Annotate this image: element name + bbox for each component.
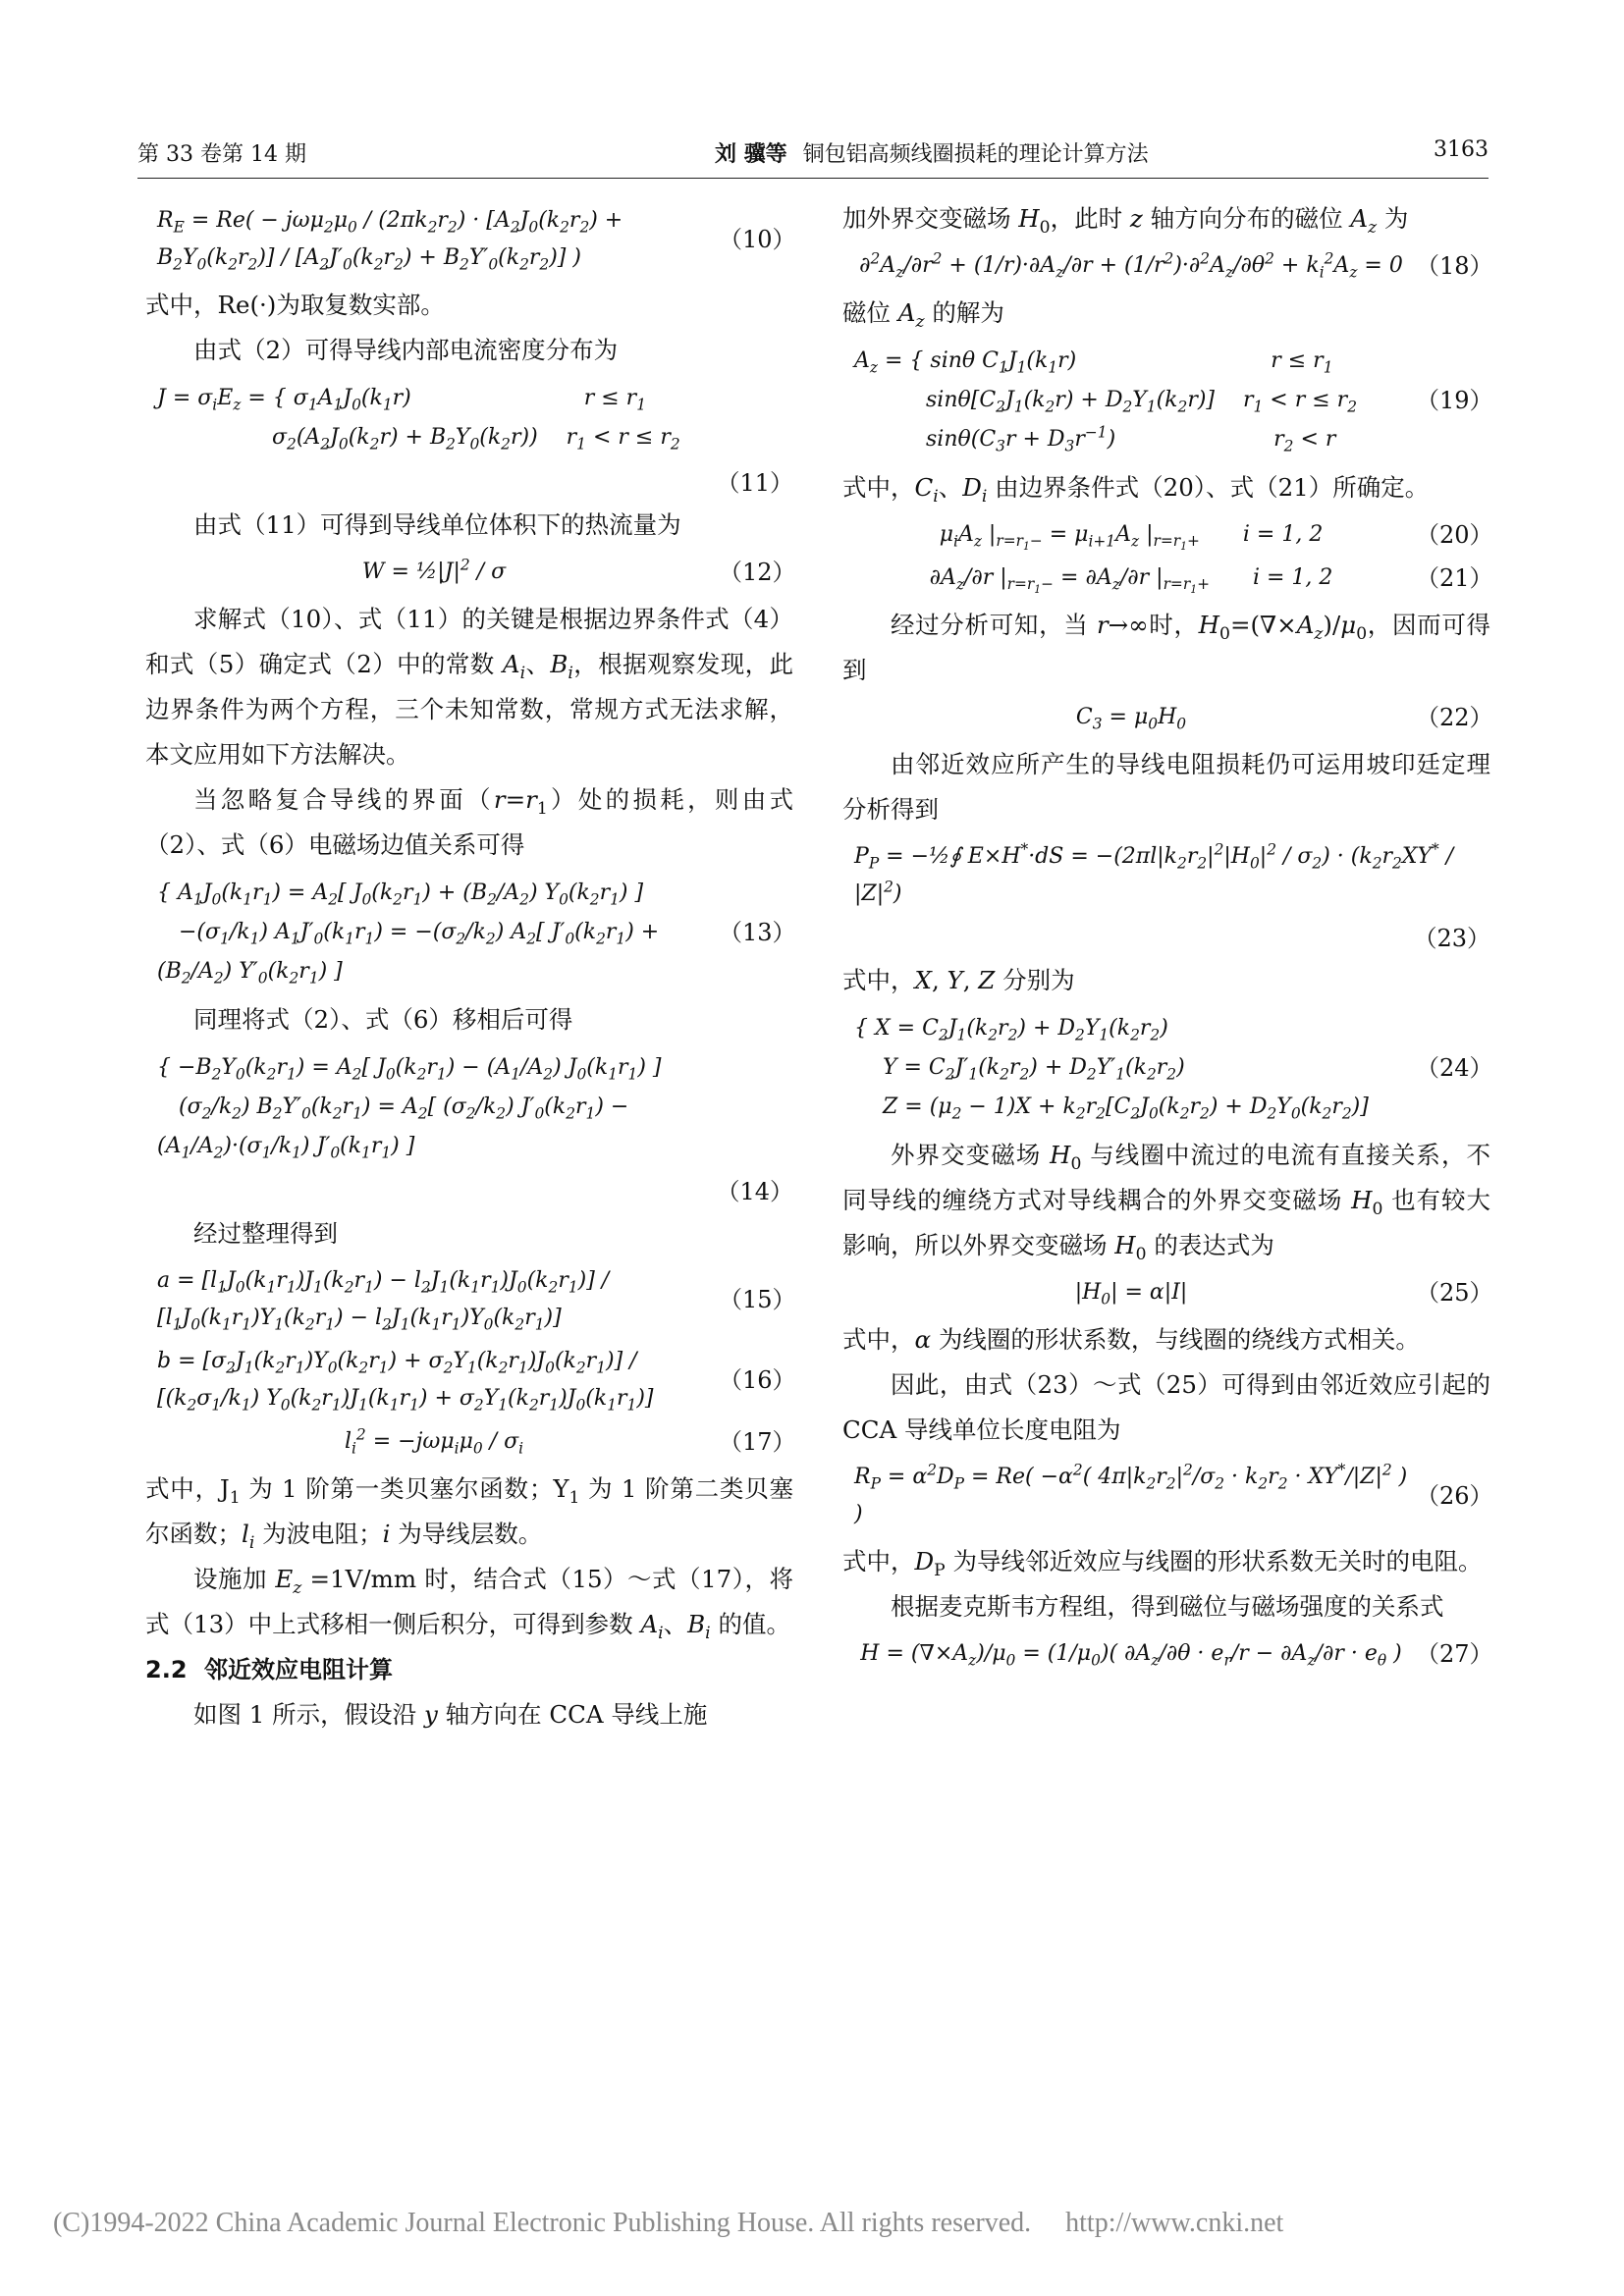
- equation-23-body: $P_P$ = −½∮ $E\times H^*\cdot dS = -(2\pi l|k_2r_2|^2|H_0|^2 / \sigma_2) \cdot (k_2r_2XY^* / |Z|^2)$: [854, 840, 1454, 906]
- paragraph: 式中，X, Y, Z 分别为: [842, 966, 1075, 994]
- paragraph: 因此，由式（23）～式（25）可得到由邻近效应引起的 CCA 导线单位长度电阻为: [842, 1370, 1490, 1444]
- section-number: 2.2: [145, 1656, 188, 1683]
- paragraph: 当忽略复合导线的界面$(r=r_1)$处的损耗，则由式（2）、式（6）电磁场边值关系可得: [145, 785, 794, 859]
- equation-14-line-1: { $-B_2Y_0(k_2r_1) = A_2$[ $J_0(k_2r_1) - (A_1/A_2)$ $J_0(k_1r_1)$ ]: [157, 1055, 662, 1084]
- equation-14-line-2: $(\sigma_2/k_2) B_2Y'_0(k_2r_1) = A_2$[ $(\sigma_2/k_2) J'_0(k_2r_1) - (A_1/A_2)\cdot(\sigma_1/k_1)$ $J'_0(k_1r_1)$ ]: [157, 1095, 629, 1162]
- equation-13-number: （13）: [719, 919, 796, 946]
- paragraph: 式中，Re(·)为取复数实部。: [145, 291, 445, 319]
- paragraph: 式中，$D_P$ 为导线邻近效应与线圈的形状系数无关时的电阻。: [842, 1547, 1483, 1580]
- equation-26-body: $R_P = \alpha^2D_P = Re( -\alpha^2$( $4\pi|k_2r_2|^2/\sigma_2 \cdot k_2r_2 \cdot XY^*/|Z|^2$ ) ): [854, 1461, 1408, 1526]
- equation-13-line-1: { $A_1J_0(k_1r_1) = A_2$[ $J_0(k_2r_1) + (B_2/A_2)$ $Y_0(k_2r_1)$ ]: [157, 881, 644, 909]
- equation-25-body: $|H_0| = \alpha|I|$: [1074, 1280, 1188, 1308]
- paragraph: 如图 1 所示，假设沿 y 轴方向在 CCA 导线上施: [193, 1700, 708, 1729]
- equation-22: [842, 699, 1493, 736]
- paragraph: 式中，$J_1$ 为 1 阶第一类贝塞尔函数；$Y_1$ 为 1 阶第二类贝塞尔函数；$l_i$ 为波电阻；i 为导线层数。: [145, 1474, 794, 1553]
- section-heading: [145, 1647, 793, 1692]
- equation-19: [842, 342, 1493, 459]
- equation-18: [842, 247, 1493, 285]
- equation-17: [145, 1423, 796, 1461]
- equation-14: [145, 1048, 793, 1166]
- equation-11: [145, 379, 793, 457]
- header-article-title: 铜包铝高频线圈损耗的理论计算方法: [802, 142, 1149, 167]
- equation-14-number: （14）: [716, 1178, 793, 1205]
- equation-24-line-1: { $X = C_2J_1(k_2r_2) + D_2Y_1(k_2r_2)$: [854, 1016, 1168, 1044]
- equation-22-body: $C_3 = \mu_0H_0$: [1075, 705, 1187, 733]
- paragraph: 经过分析可知，当 r→∞时，$H_0=(\nabla\times A_z)/\mu_0$，因而可得到: [842, 611, 1491, 684]
- equation-20-number: （20）: [1416, 521, 1493, 549]
- page-number: 3163: [1434, 137, 1489, 162]
- equation-16-number: （16）: [719, 1366, 796, 1394]
- equation-15-body: $a = [l_1J_0(k_1r_1)J_1(k_2r_1) - l_2J_1(k_1r_1)J_0(k_2r_1)] / [l_1J_0(k_1r_1)Y_1(k_2r_1) - l_2J_1(k_1r_1)Y_0(k_2r_1)]$: [157, 1268, 610, 1334]
- header-title: [715, 137, 1149, 168]
- equation-26: [842, 1459, 1493, 1533]
- equation-11-line-2: $\sigma_2(A_2J_0(k_2r) + B_2Y_0(k_2r))$ $r_1 < r \le r_2$: [157, 425, 680, 454]
- header-authors: 刘 骥等: [715, 141, 787, 167]
- paragraph: 外界交变磁场 $H_0$ 与线圈中流过的电流有直接关系，不同导线的缠绕方式对导线耦合的外界交变磁场 $H_0$ 也有较大影响，所以外界交变磁场 $H_0$ 的表达式为: [842, 1141, 1490, 1264]
- equation-20: [842, 516, 1493, 554]
- equation-24-line-2: $Y = C_2J'_1(k_2r_2) + D_2Y'_1(k_2r_2)$: [854, 1055, 1185, 1084]
- equation-25: [842, 1274, 1493, 1311]
- paragraph: 求解式（10）、式（11）的关键是根据边界条件式（4）和式（5）确定式（2）中的常数 $A_i$、$B_i$，根据观察发现，此边界条件为两个方程，三个未知常数，常规方式无法求解，本文应用如下方法解决。: [145, 605, 794, 769]
- paragraph: 由式（2）可得导线内部电流密度分布为: [193, 336, 619, 364]
- equation-19-line-3: $\sin\theta(C_3r + D_3r^{-1})$ $r_2 < r$: [854, 423, 1336, 455]
- paragraph: 式中，$C_i$、$D_i$ 由边界条件式（20）、式（21）所确定。: [842, 473, 1430, 507]
- paragraph: 由邻近效应所产生的导线电阻损耗仍可运用坡印廷定理分析得到: [842, 750, 1490, 824]
- paragraph: 同理将式（2）、式（6）移相后可得: [193, 1005, 573, 1034]
- equation-16-body: $b = [\sigma_2J_1(k_2r_1)Y_0(k_2r_1) + \sigma_2Y_1(k_2r_1)J_0(k_2r_1)] / [(k_2\sigma_1/k_1) Y_0(k_2r_1)J_1(k_1r_1) + \sigma_2Y_1(k_2r_1)J_0(k_1r_1)]$: [157, 1349, 654, 1415]
- equation-10: [145, 202, 796, 277]
- equation-13: [145, 874, 796, 991]
- equation-27-number: （27）: [1416, 1640, 1493, 1668]
- equation-11-line-1: $J = \sigma_iE_z$ = { $\sigma_1A_1J_0(k_1r)$ $r \le r_1$: [157, 386, 646, 414]
- equation-18-number: （18）: [1416, 252, 1493, 280]
- equation-21-body: $\partial A_z/\partial r$ $|_{r=r_1-} = \partial A_z/\partial r$ $|_{r=r_1+}$ i = 1, 2: [929, 565, 1333, 597]
- section-title: 邻近效应电阻计算: [204, 1656, 393, 1683]
- equation-27: [842, 1635, 1493, 1673]
- paragraph: 式中，α 为线圈的形状系数，与线圈的绕线方式相关。: [842, 1325, 1420, 1354]
- paragraph: 根据麦克斯韦方程组，得到磁位与磁场强度的关系式: [891, 1592, 1444, 1621]
- paragraph: 由式（11）可得到导线单位体积下的热流量为: [193, 510, 681, 539]
- right-column: [842, 196, 1493, 2061]
- equation-19-line-2: $\sin\theta[C_2J_1(k_2r) + D_2Y_1(k_2r)]$ $r_1 < r \le r_2$: [854, 388, 1357, 416]
- equation-12: [145, 554, 796, 591]
- equation-21: [842, 560, 1493, 597]
- paragraph: 设施加 $E_z =1V/mm$ 时，结合式（15）～式（17），将式（13）中上式移相一侧后积分，可得到参数 $A_i$、$B_i$ 的值。: [145, 1565, 793, 1643]
- equation-26-number: （26）: [1416, 1482, 1493, 1510]
- copyright-notice: (C)1994-2022 China Academic Journal Electronic Publishing House. All rights reserved. http://www.cnki.net: [53, 2208, 1284, 2238]
- equation-15: [145, 1262, 796, 1337]
- equation-25-number: （25）: [1416, 1279, 1493, 1307]
- equation-23-number: （23）: [1413, 925, 1490, 952]
- equation-24-line-3: $Z = (\mu_2 - 1)X + k_2r_2[C_2J_0(k_2r_2) + D_2Y_0(k_2r_2)]$: [854, 1095, 1369, 1123]
- equation-27-body: $H = (\nabla\times A_z)/\mu_0 = (1/\mu_0)$( $\partial A_z/\partial\theta \cdot e_r/r - \partial A_z/\partial r \cdot e_\theta$ ): [860, 1641, 1402, 1670]
- equation-19-line-1: $A_z$ = { sinθ $C_1J_1(k_1r)$ $r \le r_1$: [854, 348, 1333, 377]
- header-rule: [137, 178, 1489, 179]
- equation-11-number: （11）: [716, 469, 793, 497]
- equation-23: [842, 838, 1490, 913]
- left-column: [145, 196, 796, 2061]
- paragraph: 磁位 $A_z$ 的解为: [842, 298, 1004, 332]
- equation-10-body: $R_E = Re( - j\omega\mu_2\mu_0 / (2\pi k_2r_2) \cdot [A_2J_0(k_2r_2) + B_2Y_0(k_2r_2)] / [A_2J'_0(k_2r_2) + B_2Y'_0(k_2r_2)]$ ): [157, 208, 623, 274]
- journal-issue: 第 33 卷第 14 期: [137, 142, 306, 167]
- equation-18-body: $\partial^2A_z/\partial r^2 + (1/r)\cdot\partial A_z/\partial r + (1/r^2)\cdot\partial^2A_z/\partial\theta^2 + k_i^2A_z = 0$: [859, 249, 1403, 282]
- equation-17-number: （17）: [719, 1428, 796, 1456]
- equation-21-number: （21）: [1416, 564, 1493, 592]
- equation-17-body: $l_i^2 = -j\omega\mu_i\mu_0 / \sigma_i$: [344, 1425, 524, 1458]
- equation-16: [145, 1343, 796, 1417]
- running-header: [137, 132, 1489, 175]
- equation-13-line-2: $-(\sigma_1/k_1) A_1J'_0(k_1r_1) = -(\sigma_2/k_2)$ $A_2$[ $J'_0(k_2r_1) + (B_2/A_2)$ $Y'_0(k_2r_1)$ ]: [157, 920, 660, 988]
- equation-12-number: （12）: [719, 559, 796, 586]
- paragraph: 加外界交变磁场 $H_0$，此时 z 轴方向分布的磁位 $A_z$ 为: [842, 204, 1409, 238]
- equation-24-number: （24）: [1416, 1054, 1493, 1082]
- equation-24: [842, 1009, 1493, 1127]
- equation-10-number: （10）: [719, 226, 796, 253]
- equation-19-number: （19）: [1416, 387, 1493, 414]
- paragraph: 经过整理得到: [193, 1219, 338, 1248]
- equation-15-number: （15）: [719, 1286, 796, 1313]
- equation-12-body: $W = \frac{1}{2}|J|^2 / \sigma$: [361, 556, 507, 584]
- equation-22-number: （22）: [1416, 704, 1493, 731]
- equation-20-body: $\mu_iA_z$ $|_{r=r_1-} = \mu_{i+1}A_z$ $|_{r=r_1+}$ i = 1, 2: [939, 522, 1324, 554]
